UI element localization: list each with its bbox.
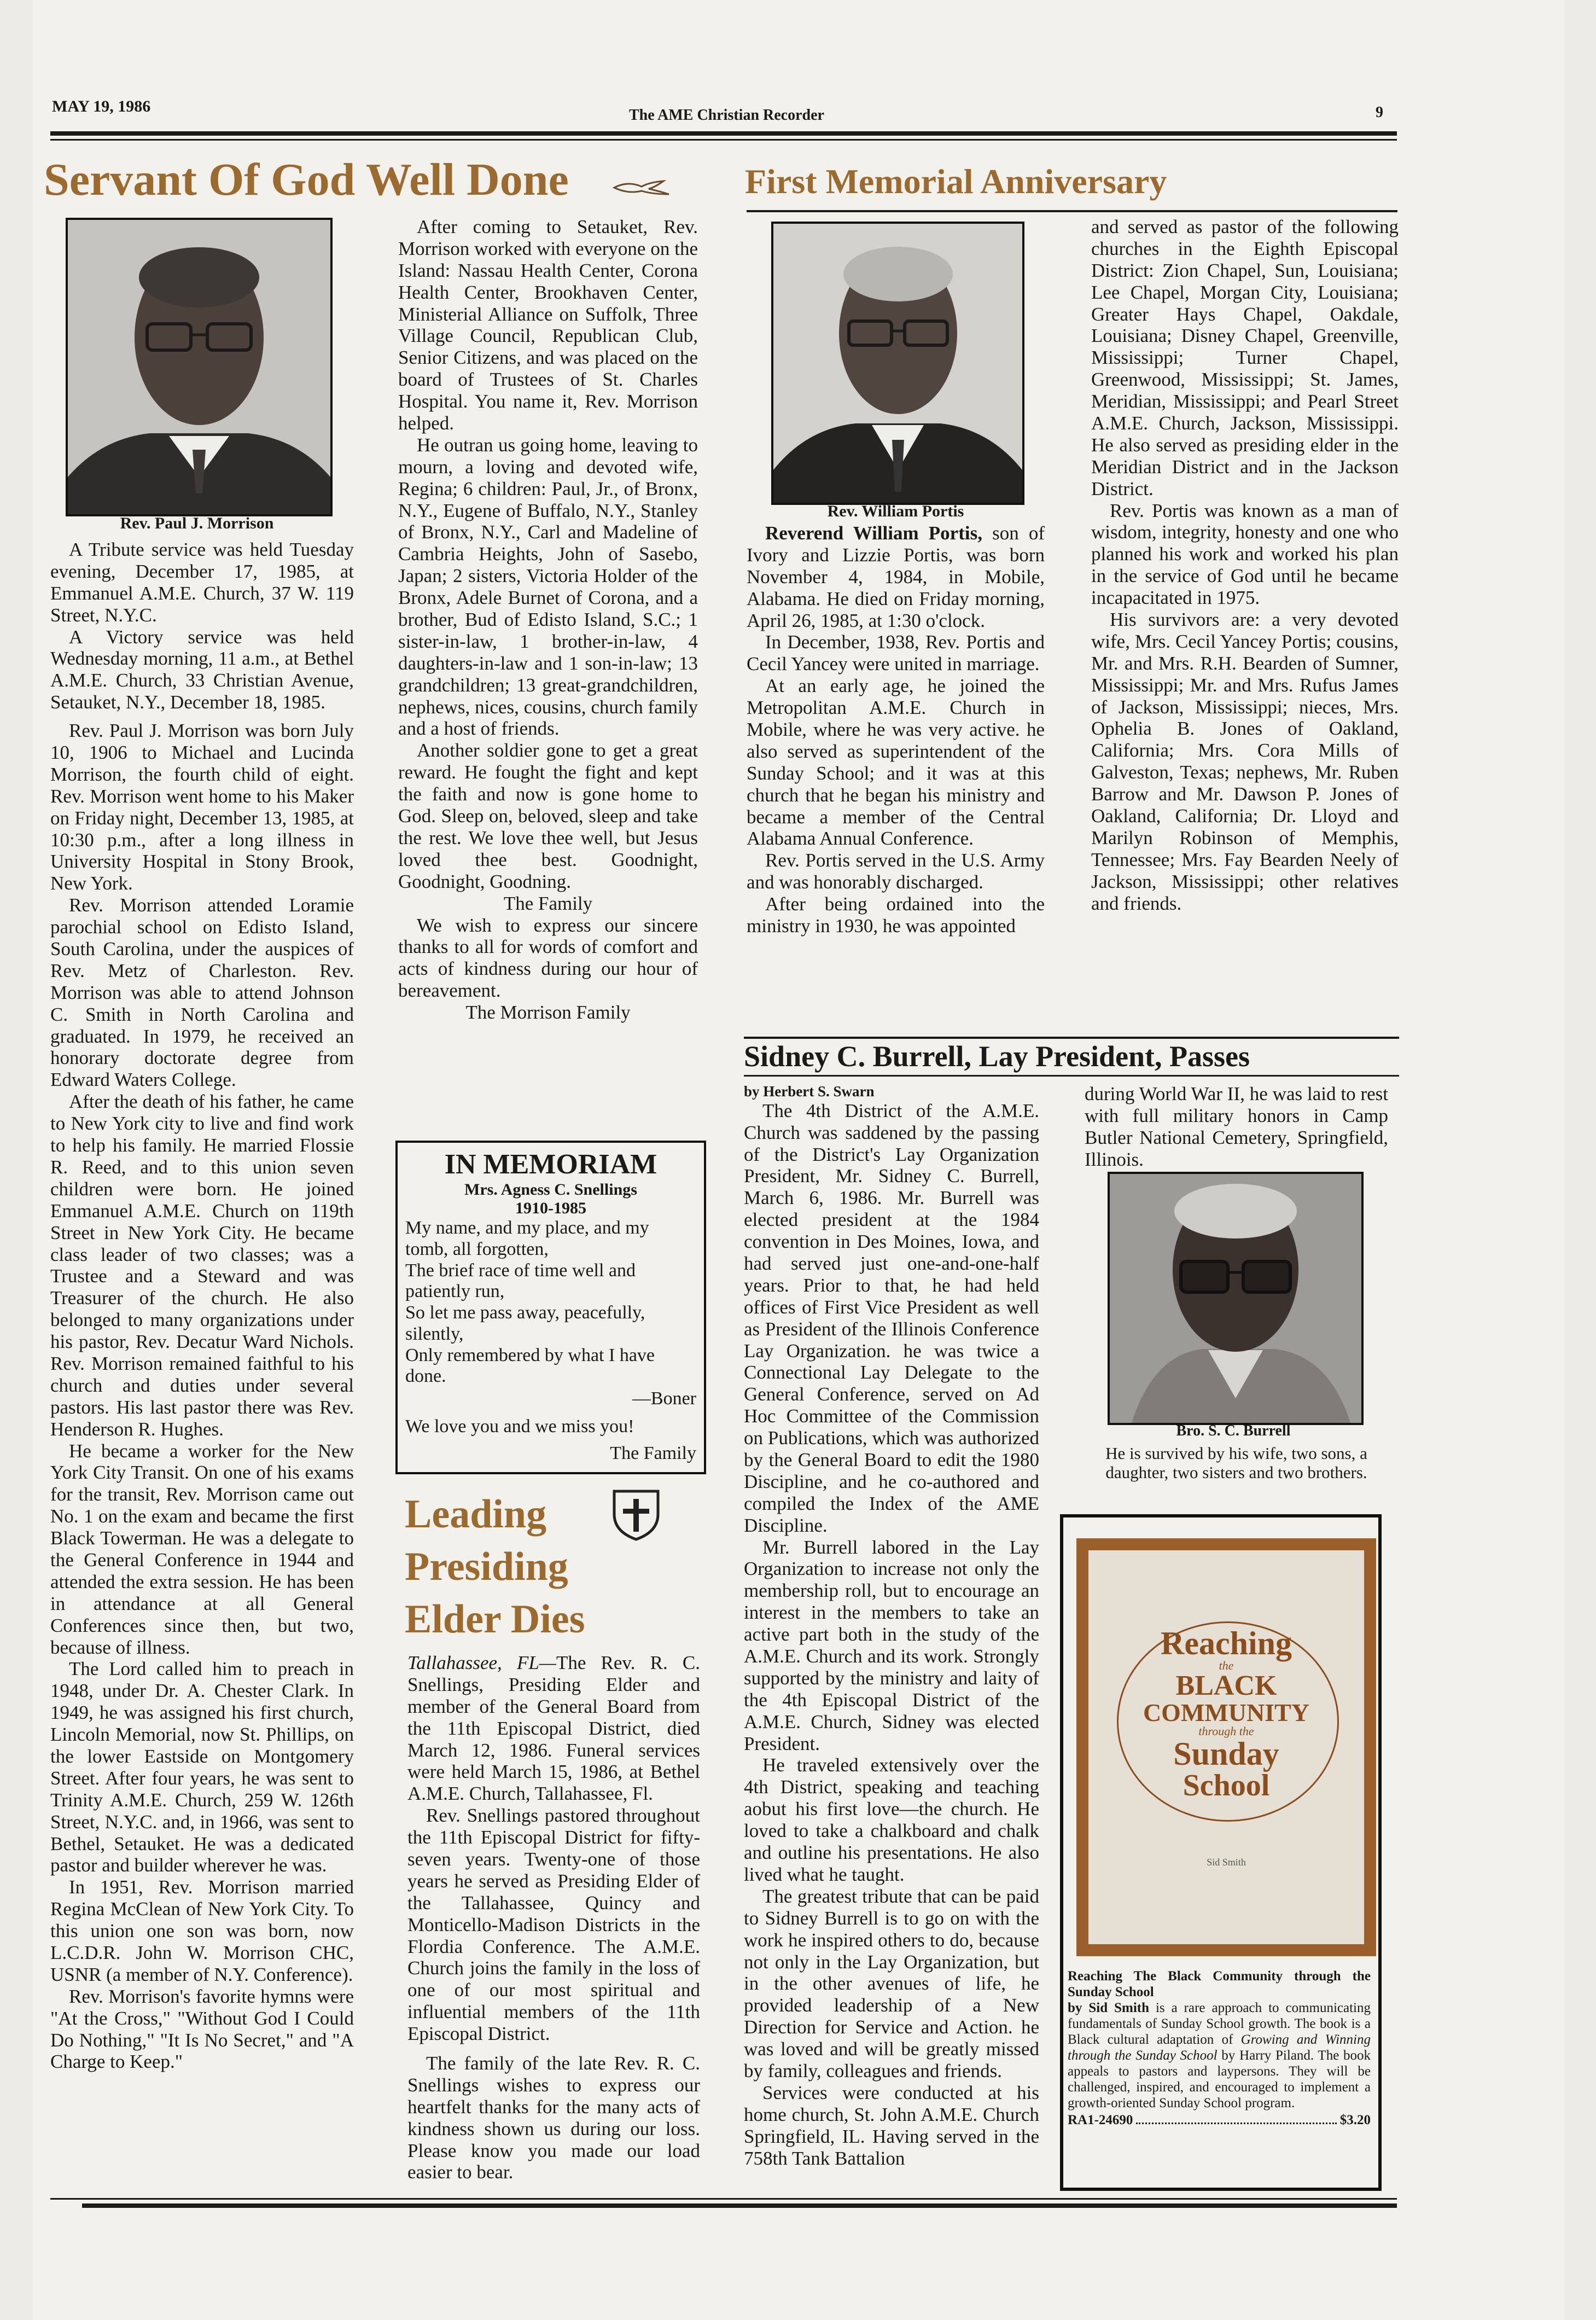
order-dot-leader (1136, 2112, 1336, 2124)
portis-paragraph: In December, 1938, Rev. Portis and Cecil Yancey were united in marriage. (747, 631, 1045, 675)
cover-line: Reaching (1161, 1625, 1292, 1661)
memoriam-title: IN MEMORIAM (444, 1149, 657, 1180)
header-rule-thick (50, 131, 1397, 136)
book-ad-desc-1: is a rare approach to communicating fundamentals of Sunday School growth. The book is a Black cultural adaptation of (1068, 2001, 1371, 2047)
snellings-paragraph (407, 1652, 700, 1805)
burrell-paragraph: during World War II, he was laid to rest with full military honors in Camp Butler National Cemetery, Springfield, Illinois. (1085, 1083, 1388, 1170)
portis-photo (771, 222, 1024, 505)
cover-author: Sid Smith (1207, 1857, 1246, 1868)
snellings-paragraph: The family of the late Rev. R. C. Snellings wishes to express our heartfelt thanks for the many acts of kindness shown us during our loss. Please know you made our load easier to bear. (407, 2052, 700, 2183)
memoriam-poem (398, 1218, 704, 1464)
in-memoriam-box (395, 1141, 706, 1474)
morrison-photo (66, 218, 333, 516)
snellings-lead: The Rev. R. C. Snellings, Presiding Elder and member of the General Board from the 11th Episcopal District, died March 12, 1986. Funeral services were held March 15, 1986, at Bethel A.M.E. Church, Tallahassee, Fl. (407, 1652, 700, 1805)
burrell-paragraph: The greatest tribute that can be paid to Sidney Burrell is to go on with the work he inspired others to do, because not only in the Lay Organization, but in the other avenues of life, he provided leadership of a New Direction for Service and Action. he was loved and will be greatly missed by family, colleagues and friends. (744, 1885, 1039, 2081)
burrell-col2 (1085, 1083, 1388, 1171)
portis-lead-name: Reverend William Portis, (765, 522, 982, 544)
burrell-paragraph: The 4th District of the A.M.E. Church was saddened by the passing of the District's Lay Organization President, Mr. Sidney C. Burrell, March 6, 1986. Mr. Burrell was elected president at the 1984 convention in Des Moines, Iowa, and had served just one-and-one-half years. Prior to that, he had held offices of First Vice President as well as President of the Illinois Conference Lay Organization. he was twice a Connectional Lay Delegate to the General Conference, served on Ad Hoc Committee of the Commission on Publications, which was authorized by the General Board to edit the 1980 Discipline, and he co-authored and compiled the Index of the AME Discipline. (744, 1100, 1039, 1536)
morrison-paragraph: A Victory service was held Wednesday morning, 11 a.m., at Bethel A.M.E. Church, 33 Christian Avenue, Setauket, N.Y., December 18, 1985. (50, 626, 354, 713)
portis-paragraph: Rev. Portis was known as a man of wisdom, integrity, honesty and one who planned his work and worked his plan in the service of God until he became incapacitated in 1975. (1091, 499, 1399, 609)
header-rule-thin (50, 139, 1397, 141)
burrell-photo (1108, 1172, 1364, 1425)
publication-name: The AME Christian Recorder (629, 107, 824, 124)
burrell-byline: by Herbert S. Swarn (744, 1083, 875, 1100)
portis-paragraph: and served as pastor of the following churches in the Eighth Episcopal District: Zion Chapel, Sun, Louisiana; Lee Chapel, Morgan City, Louisiana; Greater Hays Chapel, Oakdale, Louisiana; Disney Chapel, Greenville, Mississippi; Turner Chapel, Greenwood, Mississippi; St. James, Meridian, Mississippi; and Pearl Street A.M.E. Church, Jackson, Mississippi. He also served as presiding elder in the Meridian District and in the Jackson District. (1091, 216, 1399, 499)
snellings-body (407, 1652, 700, 2183)
burrell-paragraph: Services were conducted at his home church, St. John A.M.E. Church Springfield, IL. Having served in the 758th Tank Battalion (744, 2081, 1039, 2169)
dove-icon (611, 178, 672, 200)
portis-paragraph: After being ordained into the ministry in 1930, he was appointed (747, 893, 1045, 937)
poem-line: Only remembered by what I have done. (405, 1345, 655, 1387)
cover-line: through the (1198, 1724, 1254, 1738)
snellings-headline (405, 1488, 585, 1645)
portis-lead-text: son of Ivory and Lizzie Portis, was born November 4, 1984, in Mobile, Alabama. He died on Friday morning, April 26, 1985, at 1:30 o'clock. (747, 522, 1045, 631)
morrison-photo-caption: Rev. Paul J. Morrison (120, 514, 274, 532)
footer-rule-thick (82, 2203, 1397, 2208)
page-number: 9 (1376, 104, 1383, 121)
book-price: $3.20 (1339, 2113, 1371, 2127)
book-ad-title: Reaching The Black Community through the Sunday School (1068, 1969, 1371, 1999)
memoriam-closing: We love you and we miss you! (405, 1416, 634, 1437)
cover-line: Sunday (1173, 1736, 1279, 1772)
morrison-family-signature: The Morrison Family (465, 1002, 631, 1024)
snellings-headline-line: Leading (405, 1492, 547, 1537)
book-ad[interactable] (1060, 1514, 1382, 2191)
cover-title (1088, 1627, 1364, 1801)
book-ad-desc-title: Growing and Winning through the Sunday School (1068, 2032, 1371, 2063)
burrell-survivors: He is survived by his wife, two sons, a daughter, two sisters and two brothers. (1105, 1444, 1367, 1482)
burrell-headline-rule (744, 1075, 1399, 1077)
morrison-paragraph: Another soldier gone to get a great reward. He fought the fight and kept the faith and now is gone home to God. Sleep on, beloved, sleep and take the rest. We love thee well, but Jesus loved thee best. Goodnight, Goodnight, Goodning. (398, 740, 698, 892)
thanks-paragraph: We wish to express our sincere thanks to all for words of comfort and acts of kindness during our hour of bereavement. (398, 914, 698, 1002)
morrison-headline: Servant Of God Well Done (44, 154, 569, 205)
book-ad-text (1068, 1968, 1371, 2128)
morrison-col2 (398, 216, 698, 1024)
morrison-paragraph: He outran us going home, leaving to mourn, a loving and devoted wife, Regina; 6 children: Paul, Jr., of Bronx, N.Y., Eugene of Buffalo, N.Y., Stanley of Bronx, N.Y., Carl and Madeline of Cambria Heights, John of Sasebo, Japan; 2 sisters, Victoria Holder of the Bronx, Adele Burnet of Corona, and a brother, Bud of Edisto Island, S.C.; 1 sister-in-law, 1 brother-in-law, 4 daughters-in-law and 1 son-in-law; 13 grandchildren; 13 great-grandchildren, nephews, nices, cousins, church family and a host of friends. (398, 434, 698, 740)
portis-paragraph: At an early age, he joined the Metropolitan A.M.E. Church in Mobile, where he was very active. he also served as superintendent of the Sunday School; and it was at this church that he began his ministry and became a member of the Central Alabama Annual Conference. (747, 675, 1045, 850)
morrison-paragraph: After the death of his father, he came to New York city to live and find work to help his family. He married Flossie R. Reed, and to this union seven children were born. He joined Emmanuel A.M.E. Church on 119th Street in New York City. He became class leader of two classes; was a Trustee and a Steward and was Treasurer of the church. He also belonged to many organizations under his pastor, Rev. Decatur Ward Nichols. Rev. Morrison remained faithful to his church and duties under several pastors. His last pastor there was Rev. Henderson R. Hughes. (50, 1091, 354, 1440)
portis-paragraph: His survivors are: a very devoted wife, Mrs. Cecil Yancey Portis; cousins, Mr. and Mrs. R.H. Bearden of Sumner, Mississippi; Mr. and Mrs. Rufus James of Jackson, Mississippi; nieces, Mrs. Ophelia B. Jones of Oakland, California; Mrs. Cora Mills of Galveston, Texas; nephews, Mr. Ruben Barrow and Mr. Dawson P. Jones of Oakland, California; Dr. Lloyd and Marilyn Robinson of Memphis, Tennessee; Mrs. Fay Bearden Neely of Jackson, Mississippi; other relatives and friends. (1091, 609, 1399, 914)
burrell-headline: Sidney C. Burrell, Lay President, Passes (744, 1040, 1250, 1073)
morrison-paragraph: A Tribute service was held Tuesday evening, December 17, 1985, at Emmanuel A.M.E. Church, 37 W. 119 Street, N.Y.C. (50, 539, 354, 626)
book-ad-order-line[interactable] (1068, 2112, 1371, 2128)
footer-rule-thin (50, 2198, 1397, 2200)
poem-line: The brief race of time well and patiently run, (405, 1260, 636, 1302)
memoriam-signature: The Family (610, 1443, 696, 1463)
burrell-paragraph: He traveled extensively over the 4th District, speaking and teaching aobut his first love—the church. He loved to take a chalkboard and chalk and outline his presentations. He also lived what he taught. (744, 1754, 1039, 1885)
morrison-paragraph: In 1951, Rev. Morrison married Regina McClean of New York City. To this union one son was born, now L.C.D.R. John W. Morrison CHC, USNR (a member of N.Y. Conference). (50, 1876, 354, 1985)
snellings-headline-line: Presiding (405, 1544, 568, 1589)
portis-col1 (747, 522, 1045, 937)
book-cover[interactable] (1076, 1538, 1376, 1956)
memoriam-name: Mrs. Agness C. Snellings (464, 1181, 637, 1199)
morrison-col1 (50, 539, 354, 2073)
cover-line: the (1219, 1659, 1234, 1672)
cover-line: BLACK (1175, 1670, 1277, 1701)
book-ad-desc-2: by Harry Piland. The book appeals to pastors and laypersons. They will be challenged, inspired, and encouraged to implement a growth-oriented Sunday School program. (1068, 2048, 1371, 2110)
book-order-code: RA1-24690 (1068, 2113, 1133, 2127)
burrell-photo-caption: Bro. S. C. Burrell (1176, 1422, 1291, 1439)
snellings-dateline: Tallahassee, FL— (407, 1652, 556, 1673)
poem-line: So let me pass away, peacefully, silently, (405, 1303, 645, 1344)
morrison-paragraph: After coming to Setauket, Rev. Morrison worked with everyone on the Island: Nassau Health Center, Corona Health Center, Brookhaven Center, Ministerial Alliance on Suffolk, Three Village Council, Republican Club, Senior Citizens, and was placed on the board of Trustees of St. Charles Hospital. You name it, Rev. Morrison helped. (398, 216, 698, 434)
burrell-paragraph: Mr. Burrell labored in the Lay Organization to increase not only the membership roll, but to encourage an interest in the members to take an active part both in the study of the A.M.E. Church and its work. Strongly supported by the ministry and laity of the 4th Episcopal District of the A.M.E. Church, Sidney was elected President. (744, 1536, 1039, 1754)
morrison-paragraph: Rev. Morrison attended Loramie parochial school on Edisto Island, South Carolina, under the auspices of Rev. Metz of Charleston. Rev. Morrison was able to attend Johnson C. Smith in North Carolina and graduated. In 1979, he received an honorary doctorate degree from Edward Waters College. (50, 894, 354, 1091)
portis-col2 (1091, 216, 1399, 915)
cover-line: COMMUNITY (1143, 1699, 1310, 1726)
family-signature: The Family (503, 892, 593, 914)
burrell-col1 (744, 1083, 1039, 2169)
portis-paragraph (747, 522, 1045, 631)
burrell-top-rule (744, 1037, 1399, 1039)
issue-date: MAY 19, 1986 (52, 97, 151, 115)
morrison-paragraph: Rev. Morrison's favorite hymns were "At the Cross," "Without God I Could Do Nothing," "It Is No Secret," and "A Charge to Keep." (50, 1985, 354, 2073)
poem-line: My name, and my place, and my tomb, all forgotten, (405, 1218, 649, 1259)
shield-cross-icon (610, 1487, 662, 1542)
morrison-paragraph: Rev. Paul J. Morrison was born July 10, 1906 to Michael and Lucinda Morrison, the fourth child of eight. Rev. Morrison went home to his Maker on Friday night, December 13, 1985, at 10:30 p.m., after a long illness in University Hospital in Stony Brook, New York. (50, 720, 354, 894)
book-ad-author: by Sid Smith (1068, 2001, 1149, 2015)
cover-line: School (1183, 1769, 1270, 1802)
morrison-paragraph: The Lord called him to preach in 1948, under Dr. A. Chester Clark. In 1949, he was assigned his first church, Lincoln Memorial, now St. Phillips, on the lower Eastside on Montgomery Street. After four years, he was sent to Trinity A.M.E. Church, 259 W. 126th Street, N.Y.C. and, in 1966, was sent to Bethel, Setauket. He was a dedicated pastor and builder wherever he was. (50, 1658, 354, 1876)
portis-photo-caption: Rev. William Portis (827, 502, 964, 520)
book-ad-description (1068, 2000, 1371, 2111)
portis-paragraph: Rev. Portis served in the U.S. Army and was honorably discharged. (747, 850, 1045, 893)
snellings-headline-line: Elder Dies (405, 1597, 585, 1642)
snellings-paragraph: Rev. Snellings pastored throughout the 11th Episcopal District for fifty-seven years. Twenty-one of those years he served as Presiding Elder of the Tallahassee, Quincy and Monticello-Madison Districts in the Flordia Conference. The A.M.E. Church joins the family in the loss of one of our most spiritual and influential members of the 11th Episcopal District. (407, 1805, 700, 2045)
morrison-paragraph: He became a worker for the New York City Transit. On one of his exams for the transit, Rev. Morrison came out No. 1 on the exam and became the first Black Towerman. He was a delegate to the General Conference in 1944 and attended the extra session. He has been in attendance at all General Conferences since then, but two, because of illness. (50, 1440, 354, 1658)
portis-headline: First Memorial Anniversary (745, 162, 1167, 201)
portis-headline-rule (747, 210, 1397, 212)
poem-attribution: —Boner (632, 1388, 696, 1409)
memoriam-years: 1910-1985 (515, 1199, 586, 1217)
